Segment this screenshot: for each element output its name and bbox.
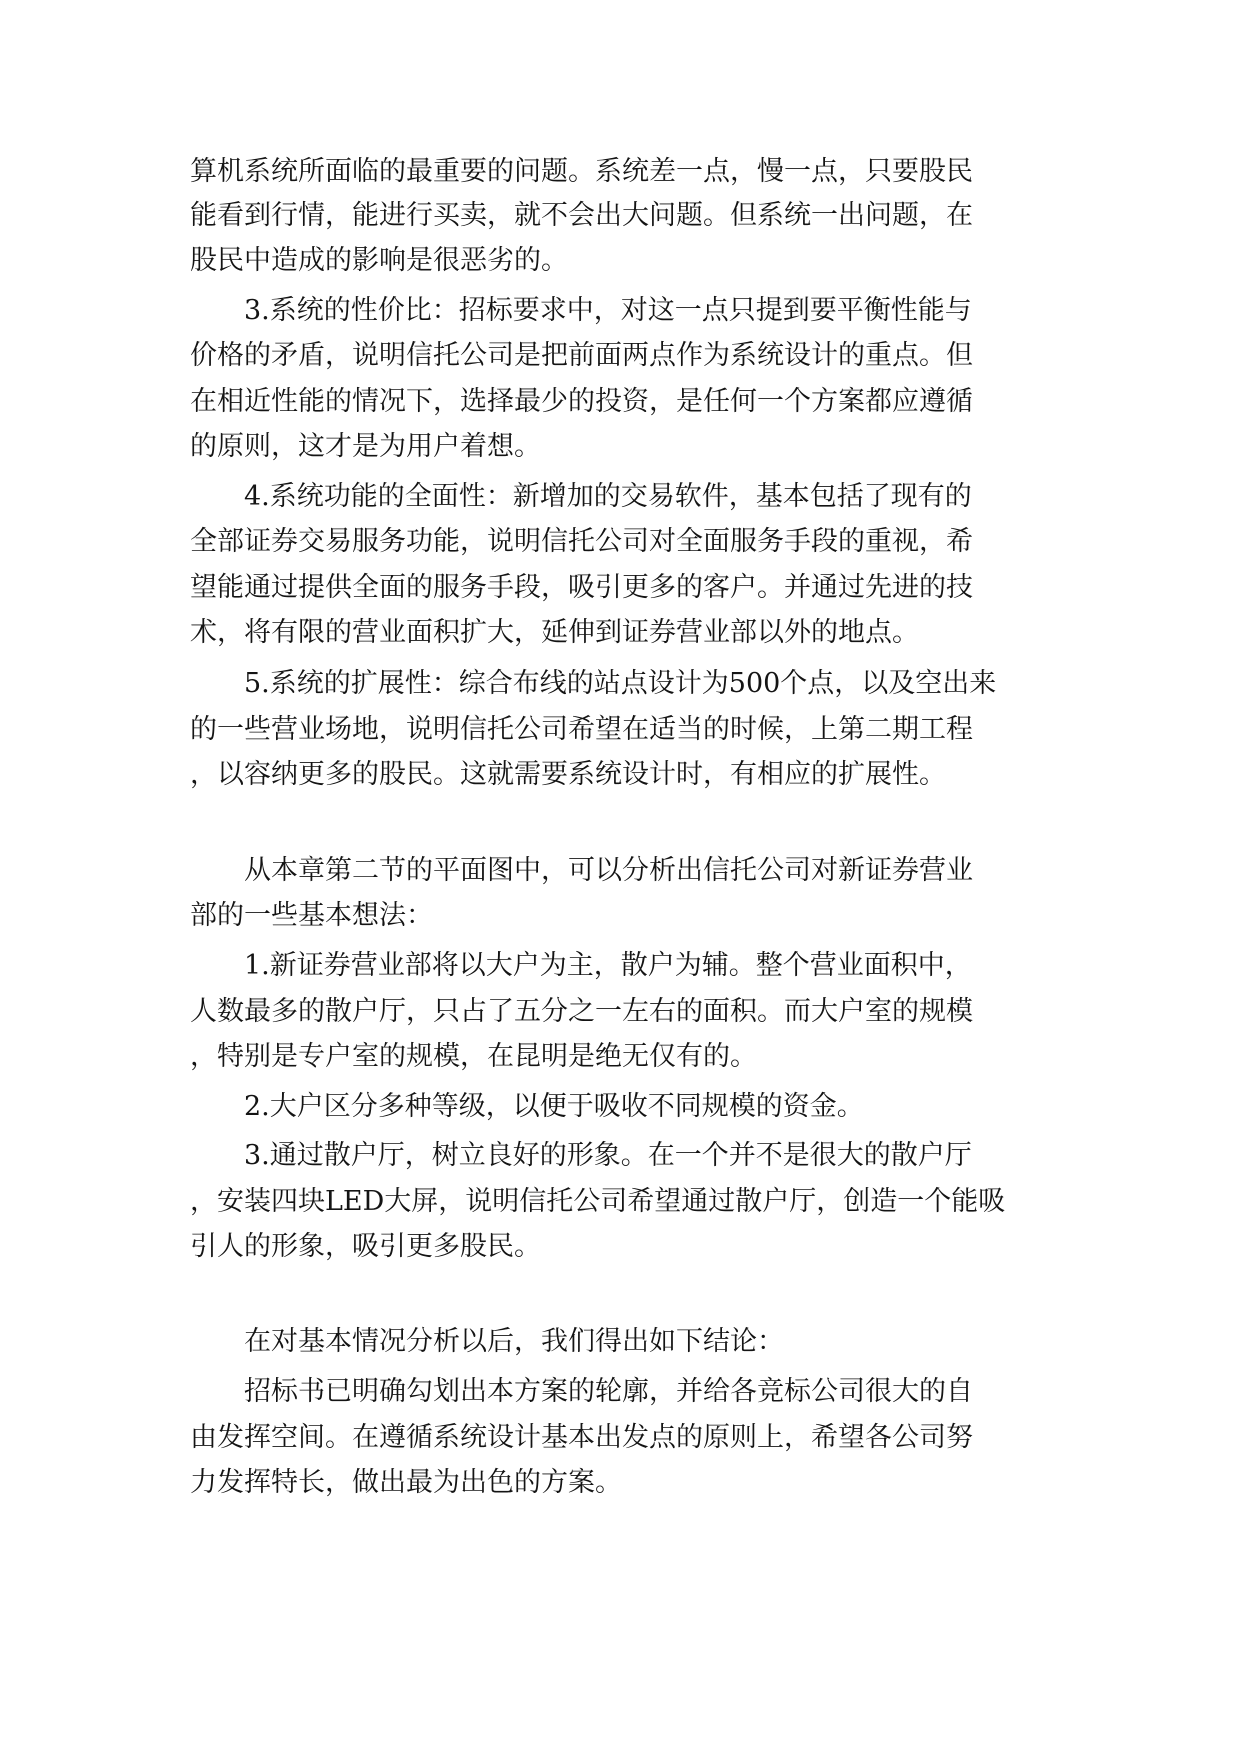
text-line: 全部证券交易服务功能，说明信托公司对全面服务手段的重视，希 xyxy=(190,526,973,557)
text-line: 价格的矛盾，说明信托公司是把前面两点作为系统设计的重点。但 xyxy=(190,340,973,371)
text-line: 算机系统所面临的最重要的问题。系统差一点，慢一点，只要股民 xyxy=(190,156,973,187)
text-line: 部的一些基本想法： xyxy=(190,900,433,931)
text-line: 招标书已明确勾划出本方案的轮廓，并给各竞标公司很大的自 xyxy=(244,1376,973,1407)
text-line: 1.新证券营业部将以大户为主，散户为辅。整个营业面积中， xyxy=(244,950,972,981)
text-line: 股民中造成的影响是很恶劣的。 xyxy=(190,245,568,276)
text-line: 的一些营业场地，说明信托公司希望在适当的时候，上第二期工程 xyxy=(190,714,973,745)
text-line: 能看到行情，能进行买卖，就不会出大问题。但系统一出问题，在 xyxy=(190,200,973,231)
text-line: 在相近性能的情况下，选择最少的投资，是任何一个方案都应遵循 xyxy=(190,386,973,417)
text-line: 5.系统的扩展性：综合布线的站点设计为500个点，以及空出来 xyxy=(244,668,997,699)
text-line: 在对基本情况分析以后，我们得出如下结论： xyxy=(244,1326,784,1357)
text-line: 3.系统的性价比：招标要求中，对这一点只提到要平衡性能与 xyxy=(244,295,972,326)
text-line: 4.系统功能的全面性：新增加的交易软件，基本包括了现有的 xyxy=(244,481,972,512)
text-line: 2.大户区分多种等级，以便于吸收不同规模的资金。 xyxy=(244,1091,864,1122)
text-line: 力发挥特长，做出最为出色的方案。 xyxy=(190,1467,622,1498)
text-line: 的原则，这才是为用户着想。 xyxy=(190,431,541,462)
text-line: 术，将有限的营业面积扩大，延伸到证券营业部以外的地点。 xyxy=(190,617,919,648)
text-line: 引人的形象，吸引更多股民。 xyxy=(190,1231,541,1262)
text-line: ，安装四块LED大屏，说明信托公司希望通过散户厅，创造一个能吸 xyxy=(190,1186,1006,1217)
text-line: ，特别是专户室的规模，在昆明是绝无仅有的。 xyxy=(190,1041,757,1072)
text-line: 望能通过提供全面的服务手段，吸引更多的客户。并通过先进的技 xyxy=(190,572,973,603)
text-line: 由发挥空间。在遵循系统设计基本出发点的原则上，希望各公司努 xyxy=(190,1422,973,1453)
text-line: 人数最多的散户厅，只占了五分之一左右的面积。而大户室的规模 xyxy=(190,996,973,1027)
text-line: 从本章第二节的平面图中，可以分析出信托公司对新证券营业 xyxy=(244,855,973,886)
text-line: ，以容纳更多的股民。这就需要系统设计时，有相应的扩展性。 xyxy=(190,759,946,790)
text-line: 3.通过散户厅，树立良好的形象。在一个并不是很大的散户厅 xyxy=(244,1140,972,1171)
